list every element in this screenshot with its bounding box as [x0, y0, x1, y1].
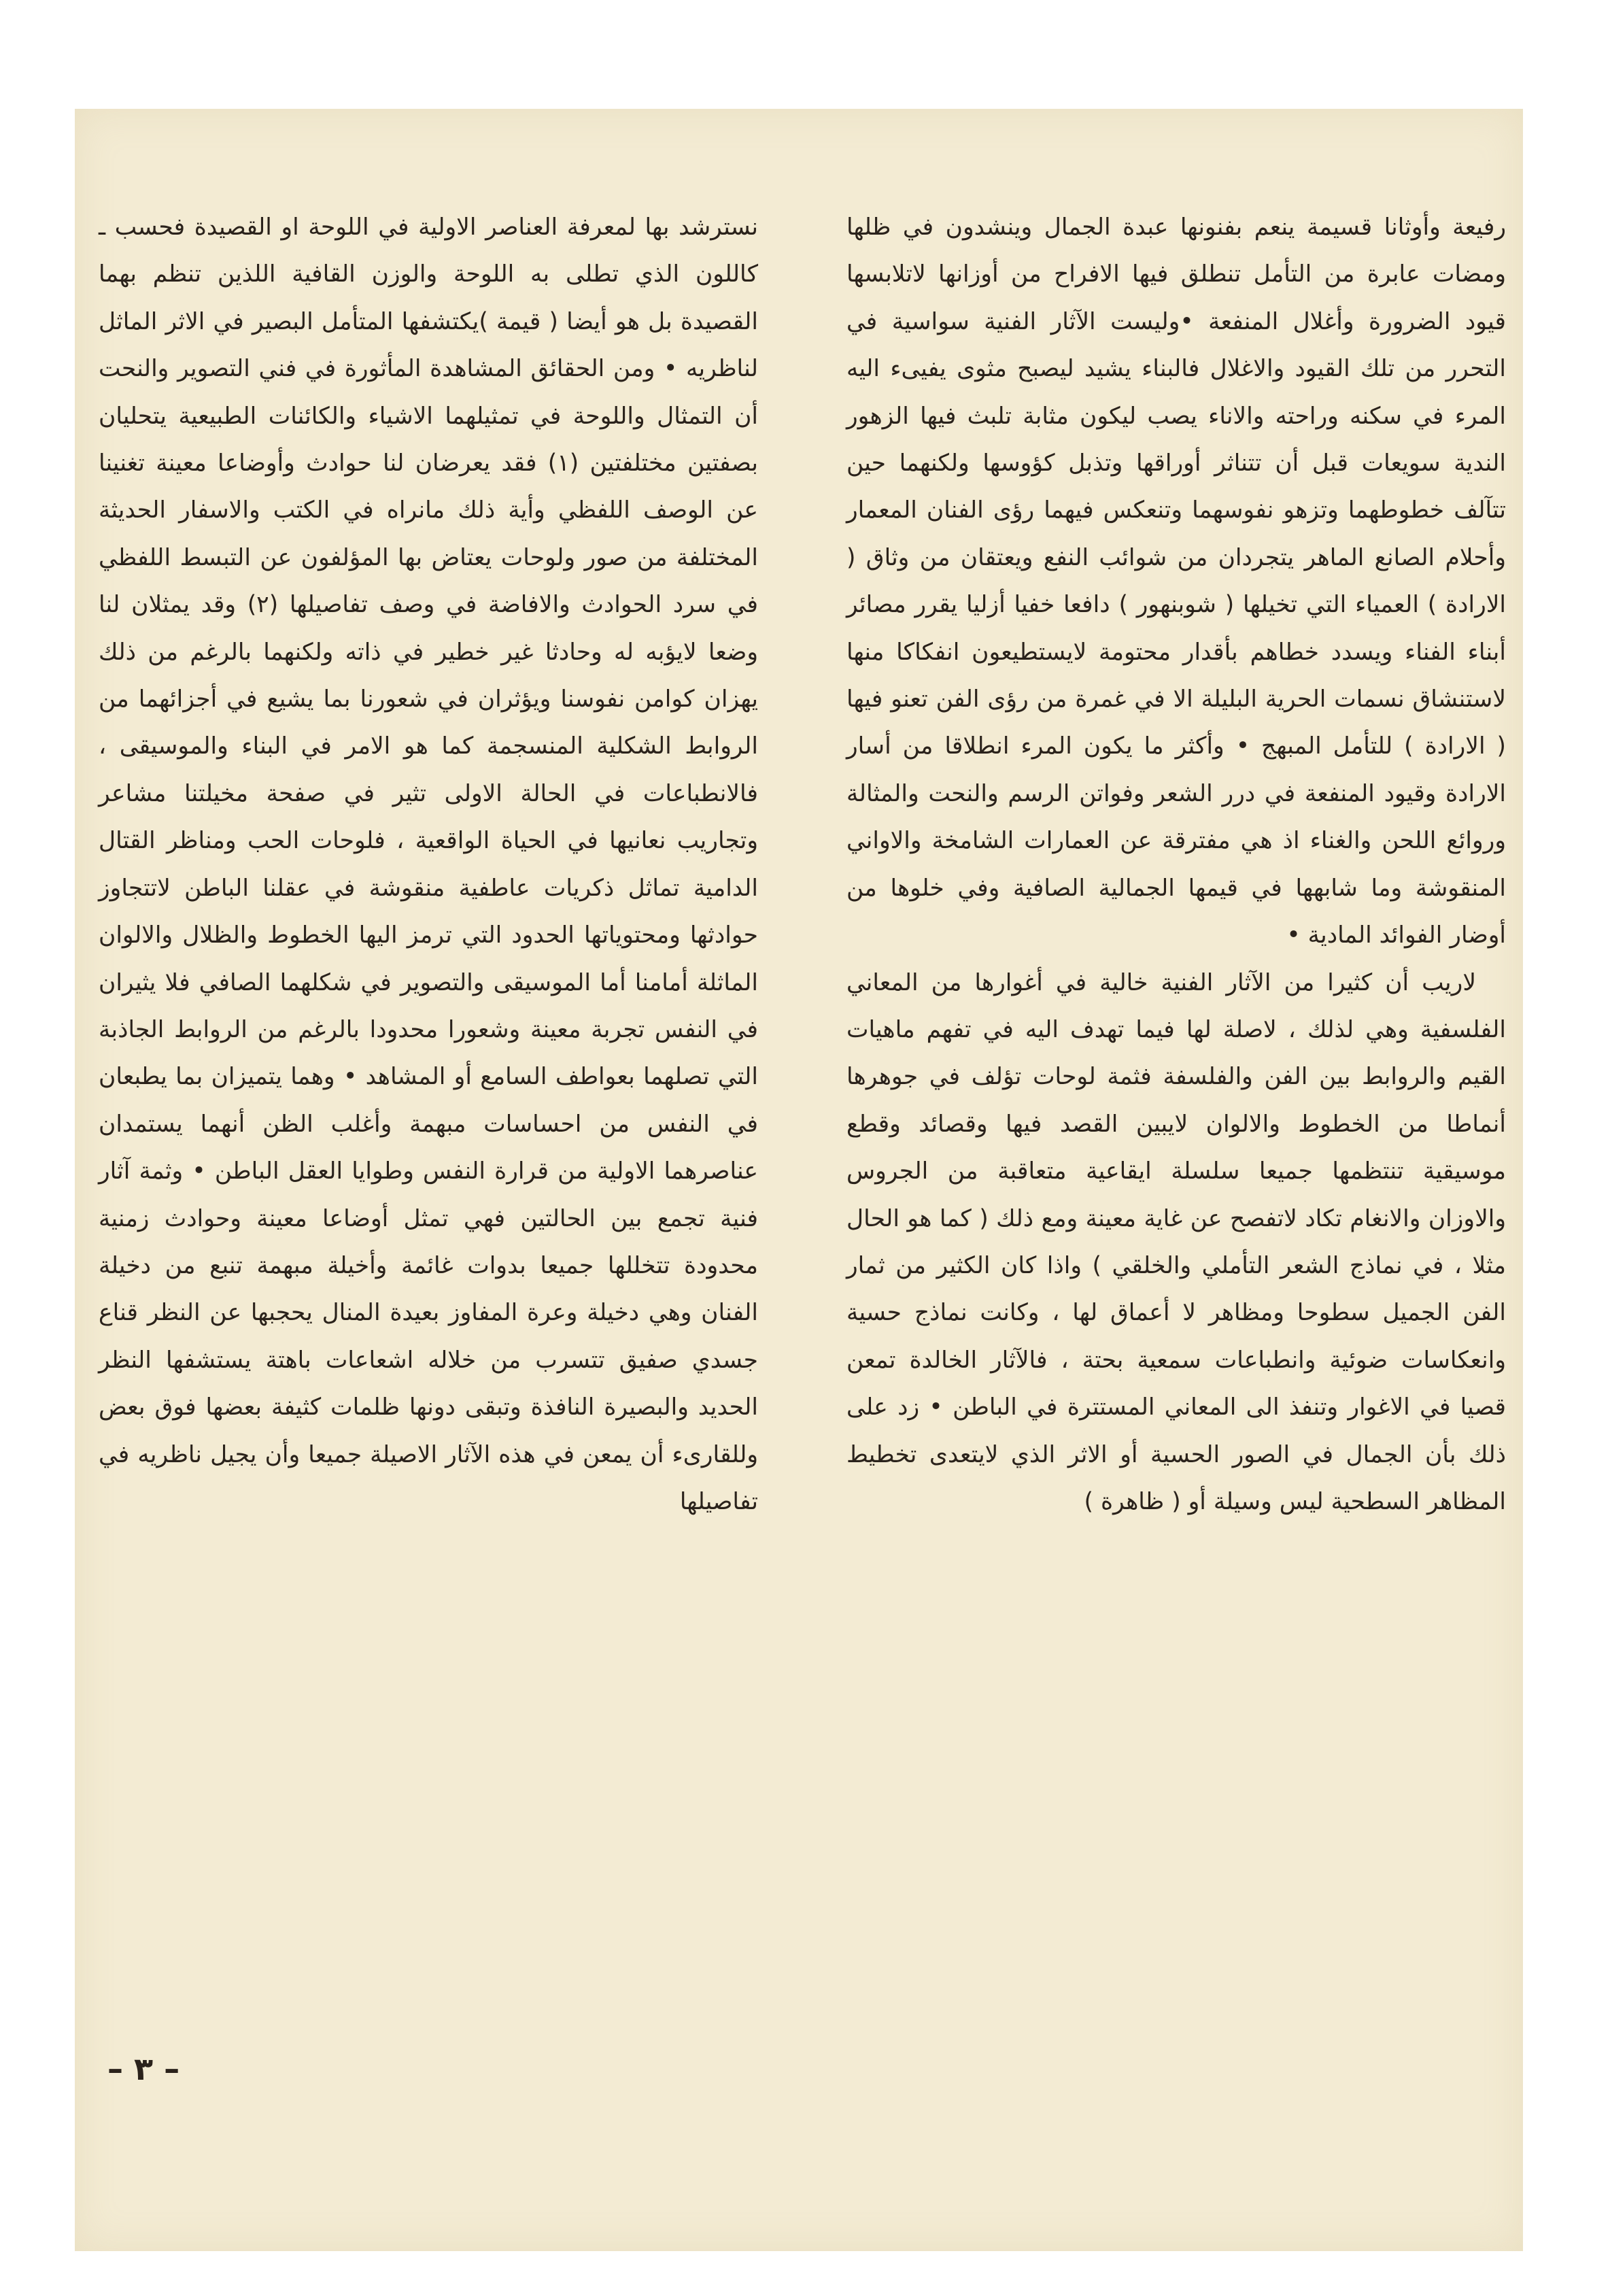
paragraph: لاريب أن كثيرا من الآثار الفنية خالية في أغوارها من المعاني الفلسفية وهي لذلك ، لاصلة لها فيما تهدف اليه في تفهم ماهيات القيم والروابط بين الفن والفلسفة فثمة لوحات تؤلف في جوهرها أنماطا من الخطوط والالوان لايبين القصد فيها وقصائد وقطع موسيقية تنتظمها جميعا سلسلة ايقاعية متعاقبة من الجروس والاوزان والانغام تكاد لاتفصح عن غاية معينة ومع ذلك ( كما هو الحال مثلا ، في نماذج الشعر التأملي والخلقي ) واذا كان الكثير من ثمار الفن الجميل سطوحا ومظاهر لا أعماق لها ، وكانت نماذج حسية وانعكاسات ضوئية وانطباعات سمعية بحتة ، فالآثار الخالدة تمعن قصيا في الاغوار وتنفذ الى المعاني المستترة في الباطن • زد على ذلك بأن الجمال في الصور الحسية أو الاثر الذي لايتعدى تخطيط المظاهر السطحية ليس وسيلة أو ( ظاهرة ) [846, 968, 1506, 1515]
paragraph: نسترشد بها لمعرفة العناصر الاولية في اللوحة او القصيدة فحسب ـ كاللون الذي تطلى به اللوحة والوزن القافية اللذين تنظم بهما القصيدة بل هو أيضا ( قيمة )يكتشفها المتأمل البصير في الاثر الماثل لناظريه • ومن الحقائق المشاهدة المأثورة في فني التصوير والنحت أن التمثال واللوحة في تمثيلهما الاشياء والكائنات الطبيعية يتحليان بصفتين مختلفتين (١) فقد يعرضان لنا حوادث وأوضاعا معينة تغنينا عن الوصف اللفظي وأية ذلك مانراه في الكتب والاسفار الحديثة المختلفة من صور ولوحات يعتاض بها المؤلفون عن التبسط اللفظي في سرد الحوادث والافاضة في وصف تفاصيلها (٢) وقد يمثلان لنا وضعا لايؤبه له وحادثا غير خطير في ذاته ولكنهما بالرغم من ذلك يهزان كوامن نفوسنا ويؤثران في شعورنا بما يشيع في أجزائهما من الروابط الشكلية المنسجمة كما هو الامر في البناء والموسيقى ، فالانطباعات في الحالة الاولى تثير في صفحة مخيلتنا مشاعر وتجاريب نعانيها في الحياة الواقعية ، فلوحات الحب ومناظر القتال الدامية تماثل ذكريات عاطفية منقوشة في عقلنا الباطن لاتتجاوز حوادثها ومحتوياتها الحدود التي ترمز اليها الخطوط والظلال والالوان الماثلة أمامنا أما الموسيقى والتصوير في شكلهما الصافي فلا يثيران في النفس تجربة معينة وشعورا محدودا بالرغم من الروابط الجاذبة التي تصلهما بعواطف السامع أو المشاهد • وهما يتميزان بما يطبعان في النفس من احساسات مبهمة وأغلب الظن أنهما يستمدان عناصرهما الاولية من قرارة النفس وطوايا العقل الباطن • وثمة آثار فنية تجمع بين الحالتين فهي تمثل أوضاعا معينة وحوادث زمنية محدودة تتخللها جميعا بدوات غائمة وأخيلة مبهمة تنبع من دخيلة الفنان وهي دخيلة وعرة المفاوز بعيدة المنال يحجبها عن النظر قناع جسدي صفيق تتسرب من خلاله اشعاعات باهتة يستشفها النظر الحديد والبصيرة النافذة وتبقى دونها ظلمات كثيفة بعضها فوق بعض وللقارىء أن يمعن في هذه الآثار الاصيلة جميعا وأن يجيل ناظريه في تفاصيلها [99, 214, 759, 1515]
right-column [846, 204, 1506, 1525]
document-page [75, 109, 1523, 2251]
page-number: – ٣ – [107, 2050, 180, 2087]
left-column [99, 204, 758, 1525]
paragraph: رفيعة وأوثانا قسيمة ينعم بفنونها عبدة الجمال وينشدون في ظلها ومضات عابرة من التأمل تنطلق فيها الافراح من أوزانها لاتلابسها قيود الضرورة وأغلال المنفعة •وليست الآثار الفنية سواسية في التحرر من تلك القيود والاغلال فالبناء يشيد ليصبح مثوى يفيىء اليه المرء في سكنه وراحته والاناء يصب ليكون مثابة تلبث فيها الزهور الندية سويعات قبل أن تتناثر أوراقها وتذبل كؤوسها ولكنهما حين تتآلف خطوطهما وتزهو نفوسهما وتنعكس فيهما رؤى الفنان المعمار وأحلام الصانع الماهر يتجردان من شوائب النفع ويعتقان من وثاق ( الارادة ) العمياء التي تخيلها ( شوبنهور ) دافعا خفيا أزليا يقرر مصائر أبناء الفناء ويسدد خطاهم بأقدار محتومة لايستطيعون انفكاكا منها لاستنشاق نسمات الحرية البليلة الا في غمرة من رؤى الفن تعنو فيها ( الارادة ) للتأمل المبهج • وأكثر ما يكون المرء انطلاقا من أسار الارادة وقيود المنفعة في درر الشعر وفواتن الرسم والنحت والمثالة وروائع اللحن والغناء اذ هي مفترقة عن العمارات الشامخة والاواني المنقوشة وما شابهها في قيمها الجمالية الصافية وفي خلوها من أوضار الفوائد المادية • [846, 214, 1506, 949]
